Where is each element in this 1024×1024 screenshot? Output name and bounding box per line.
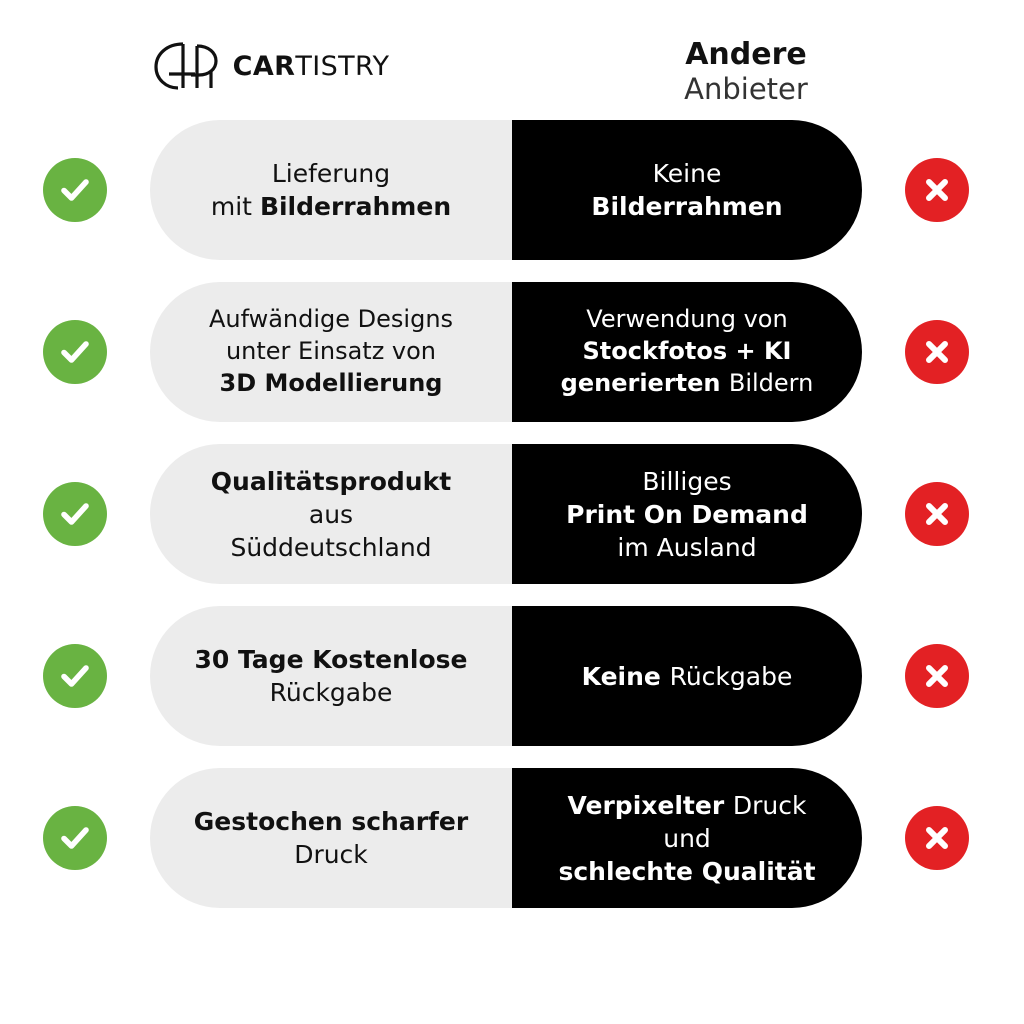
- brand-name: [233, 51, 390, 82]
- comparison-row: [0, 606, 1024, 746]
- comparison-rows: [0, 120, 1024, 908]
- left-badge-wrap: [0, 806, 150, 870]
- check-circle-icon: [43, 806, 107, 870]
- check-circle-icon: [43, 320, 107, 384]
- cross-circle-icon: [905, 320, 969, 384]
- row2-right-l2: Stockfotos + KI: [582, 337, 792, 366]
- row2-right-l1: Verwendung von: [586, 305, 788, 334]
- row5-left-l2: Druck: [294, 840, 368, 869]
- row3-right-l1: Billiges: [642, 466, 732, 496]
- cartistry-monogram-icon: [147, 38, 223, 94]
- check-circle-icon: [43, 644, 107, 708]
- row1-right-l1: Keine: [652, 159, 722, 188]
- row3-right-l3: im Ausland: [617, 532, 757, 562]
- left-badge-wrap: [0, 158, 150, 222]
- left-badge-wrap: [0, 482, 150, 546]
- row5-right-l3: schlechte Qualität: [558, 856, 816, 886]
- row4-left-l1: 30 Tage Kostenlose: [194, 645, 468, 674]
- cross-circle-icon: [905, 644, 969, 708]
- competitor-title-line2: Anbieter: [684, 71, 808, 106]
- comparison-row: [0, 120, 1024, 260]
- row1-left-l2a: mit: [210, 192, 260, 221]
- left-badge-wrap: [0, 320, 150, 384]
- row1-left-l1: Lieferung: [271, 159, 391, 188]
- cross-circle-icon: [905, 482, 969, 546]
- right-badge-wrap: [862, 482, 1012, 546]
- cartistry-statement: [150, 444, 512, 584]
- right-badge-wrap: [862, 806, 1012, 870]
- brand-name-strong: CAR: [232, 50, 296, 82]
- row4-right-l1b: Rückgabe: [669, 661, 793, 691]
- row3-left-l2: aus: [308, 499, 354, 529]
- row3-left-l1: Qualitätsprodukt: [210, 466, 452, 496]
- row4-left-l2: Rückgabe: [269, 678, 393, 707]
- comparison-row: [0, 282, 1024, 422]
- competitor-statement: [512, 120, 862, 260]
- cross-circle-icon: [905, 806, 969, 870]
- row3-right-l2: Print On Demand: [566, 499, 808, 529]
- row5-right-l2: und: [663, 823, 711, 853]
- comparison-row: [0, 768, 1024, 908]
- row5-left-l1: Gestochen scharfer: [193, 807, 469, 836]
- row2-left-l3: 3D Modellierung: [219, 368, 443, 397]
- row4-right-l1a: Keine: [581, 661, 670, 691]
- left-badge-wrap: [0, 644, 150, 708]
- check-circle-icon: [43, 158, 107, 222]
- brand-logo: [147, 38, 390, 94]
- right-badge-wrap: [862, 158, 1012, 222]
- brand-name-light: TISTRY: [295, 50, 390, 82]
- cartistry-statement: [150, 282, 512, 422]
- header: [0, 0, 1024, 120]
- row5-right-l1a: Verpixelter: [567, 790, 733, 820]
- right-badge-wrap: [862, 644, 1012, 708]
- competitor-statement: [512, 768, 862, 908]
- competitor-column-title: [512, 38, 1024, 106]
- brand-column: [0, 38, 512, 94]
- cross-circle-icon: [905, 158, 969, 222]
- cartistry-statement: [150, 768, 512, 908]
- competitor-statement: [512, 606, 862, 746]
- row2-left-l2: unter Einsatz von: [225, 337, 437, 366]
- comparison-row: [0, 444, 1024, 584]
- row2-left-l1: Aufwändige Designs: [208, 305, 454, 334]
- row3-left-l3: Süddeutschland: [230, 532, 432, 562]
- competitor-statement: [512, 444, 862, 584]
- competitor-statement: [512, 282, 862, 422]
- cartistry-statement: [150, 120, 512, 260]
- row1-left-l2b: Bilderrahmen: [259, 192, 452, 221]
- cartistry-statement: [150, 606, 512, 746]
- row2-right-l3a: generierten: [560, 368, 729, 397]
- check-circle-icon: [43, 482, 107, 546]
- row5-right-l1b: Druck: [732, 790, 807, 820]
- row2-right-l3b: Bildern: [728, 368, 814, 397]
- right-badge-wrap: [862, 320, 1012, 384]
- row1-right-l2: Bilderrahmen: [591, 192, 783, 221]
- competitor-title-line1: Andere: [685, 37, 807, 72]
